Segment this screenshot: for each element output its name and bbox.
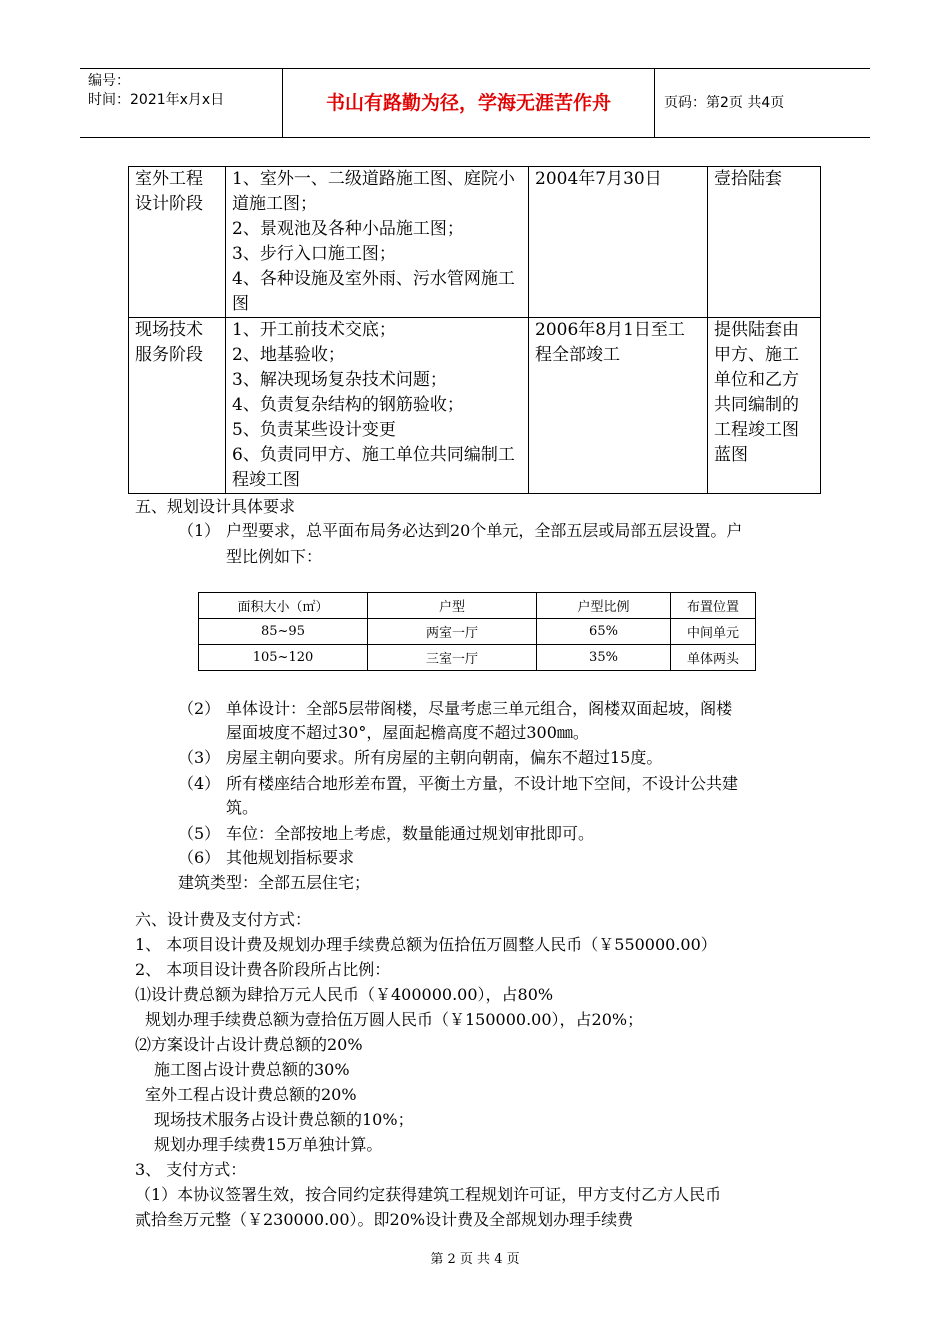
- content-line: 3、解决现场复杂技术问题；: [232, 370, 447, 390]
- fee-line: 贰拾叁万元整（￥230000.00）。即20%设计费及全部规划办理手续费: [135, 1210, 634, 1229]
- stage-cell: 现场技术服务阶段: [129, 318, 226, 494]
- item-text: 所有楼座结合地形差布置，平衡土方量，不设计地下空间，不设计公共建: [226, 774, 739, 793]
- item-number: （4）: [178, 774, 221, 793]
- date-cell: 2006年8月1日至工程全部竣工: [529, 318, 708, 494]
- item-text: 车位：全部按地上考虑，数量能通过规划审批即可。: [226, 824, 595, 843]
- number-label: 编号：: [88, 73, 130, 89]
- header-page-label: 页码：第2页 共4页: [664, 95, 785, 111]
- item-number: （5）: [178, 824, 221, 843]
- item-text: 单体设计：全部5层带阁楼，尽量考虑三单元组合，阁楼双面起坡，阁楼: [226, 699, 733, 718]
- fee-line: （1）本协议签署生效，按合同约定获得建筑工程规划许可证，甲方支付乙方人民币: [135, 1185, 722, 1204]
- header-meta: [80, 69, 283, 137]
- content-line: 4、各种设施及室外雨、污水管网施工图: [232, 269, 515, 314]
- table-row: [199, 619, 756, 645]
- table-cell: 中间单元: [671, 619, 756, 645]
- col-header: 户型: [368, 593, 537, 619]
- fee-line: 规划办理手续费15万单独计算。: [154, 1135, 383, 1154]
- item-number: （1）: [178, 521, 221, 540]
- stage-table: [128, 166, 821, 494]
- qty-cell: 壹拾陆套: [708, 167, 821, 318]
- qty-cell: 提供陆套由甲方、施工单位和乙方共同编制的工程竣工图蓝图: [708, 318, 821, 494]
- content-cell: [226, 318, 529, 494]
- unit-table: [198, 592, 756, 671]
- content-line: 2、地基验收；: [232, 345, 345, 365]
- building-type: 建筑类型：全部五层住宅；: [178, 873, 371, 892]
- section6-title: 六、设计费及支付方式：: [135, 910, 312, 929]
- page-header: [80, 68, 870, 138]
- table-header-row: [199, 593, 756, 619]
- content-line: 1、开工前技术交底；: [232, 320, 396, 340]
- item-text: 户型要求，总平面布局务必达到20个单元，全部五层或局部五层设置。户: [226, 521, 743, 540]
- item-text-cont: 型比例如下：: [226, 547, 323, 566]
- date-cell: 2004年7月30日: [529, 167, 708, 318]
- fee-line: 室外工程占设计费总额的20%: [145, 1085, 357, 1104]
- header-motto: 书山有路勤为径，学海无涯苦作舟: [283, 69, 655, 137]
- item-text-cont: 屋面坡度不超过30°，屋面起檐高度不超过300㎜。: [226, 723, 589, 742]
- table-cell: 105~120: [199, 645, 368, 671]
- fee-line: 1、 本项目设计费及规划办理手续费总额为伍拾伍万圆整人民币（￥550000.00）: [135, 935, 717, 954]
- table-cell: 两室一厅: [368, 619, 537, 645]
- item-text: 房屋主朝向要求。所有房屋的主朝向朝南，偏东不超过15度。: [226, 748, 663, 767]
- time-label: 时间：2021年x月x日: [88, 92, 225, 108]
- page-footer: 第 2 页 共 4 页: [430, 1252, 520, 1267]
- col-header: 户型比例: [537, 593, 671, 619]
- stage-cell: 室外工程设计阶段: [129, 167, 226, 318]
- content-cell: [226, 167, 529, 318]
- table-cell: 三室一厅: [368, 645, 537, 671]
- table-row: [129, 167, 821, 318]
- content-line: 4、负责复杂结构的钢筋验收；: [232, 395, 464, 415]
- content-line: 1、室外一、二级道路施工图、庭院小道施工图；: [232, 169, 515, 214]
- col-header: 布置位置: [671, 593, 756, 619]
- content-line: 6、负责同甲方、施工单位共同编制工程竣工图: [232, 445, 515, 490]
- table-row: [129, 318, 821, 494]
- content-line: 5、负责某些设计变更: [232, 420, 396, 440]
- table-cell: 65%: [537, 619, 671, 645]
- table-cell: 35%: [537, 645, 671, 671]
- fee-line: 施工图占设计费总额的30%: [154, 1060, 350, 1079]
- item-number: （3）: [178, 748, 221, 767]
- fee-line: 规划办理手续费总额为壹拾伍万圆人民币（￥150000.00），占20%；: [145, 1010, 644, 1029]
- fee-line: ⑴设计费总额为肆拾万元人民币（￥400000.00），占80%: [135, 985, 554, 1004]
- content-line: 2、景观池及各种小品施工图；: [232, 219, 464, 239]
- col-header: 面积大小（㎡）: [199, 593, 368, 619]
- content-line: 3、步行入口施工图；: [232, 244, 396, 264]
- item-number: （6）: [178, 848, 221, 867]
- fee-line: 3、 支付方式：: [135, 1160, 247, 1179]
- fee-line: 现场技术服务占设计费总额的10%；: [154, 1110, 414, 1129]
- section5-title: 五、规划设计具体要求: [135, 497, 296, 516]
- item-text: 其他规划指标要求: [226, 848, 355, 867]
- fee-line: 2、 本项目设计费各阶段所占比例：: [135, 960, 391, 979]
- item-number: （2）: [178, 699, 221, 718]
- table-cell: 85~95: [199, 619, 368, 645]
- table-row: [199, 645, 756, 671]
- item-text-cont: 筑。: [226, 798, 259, 817]
- table-cell: 单体两头: [671, 645, 756, 671]
- fee-line: ⑵方案设计占设计费总额的20%: [135, 1035, 363, 1054]
